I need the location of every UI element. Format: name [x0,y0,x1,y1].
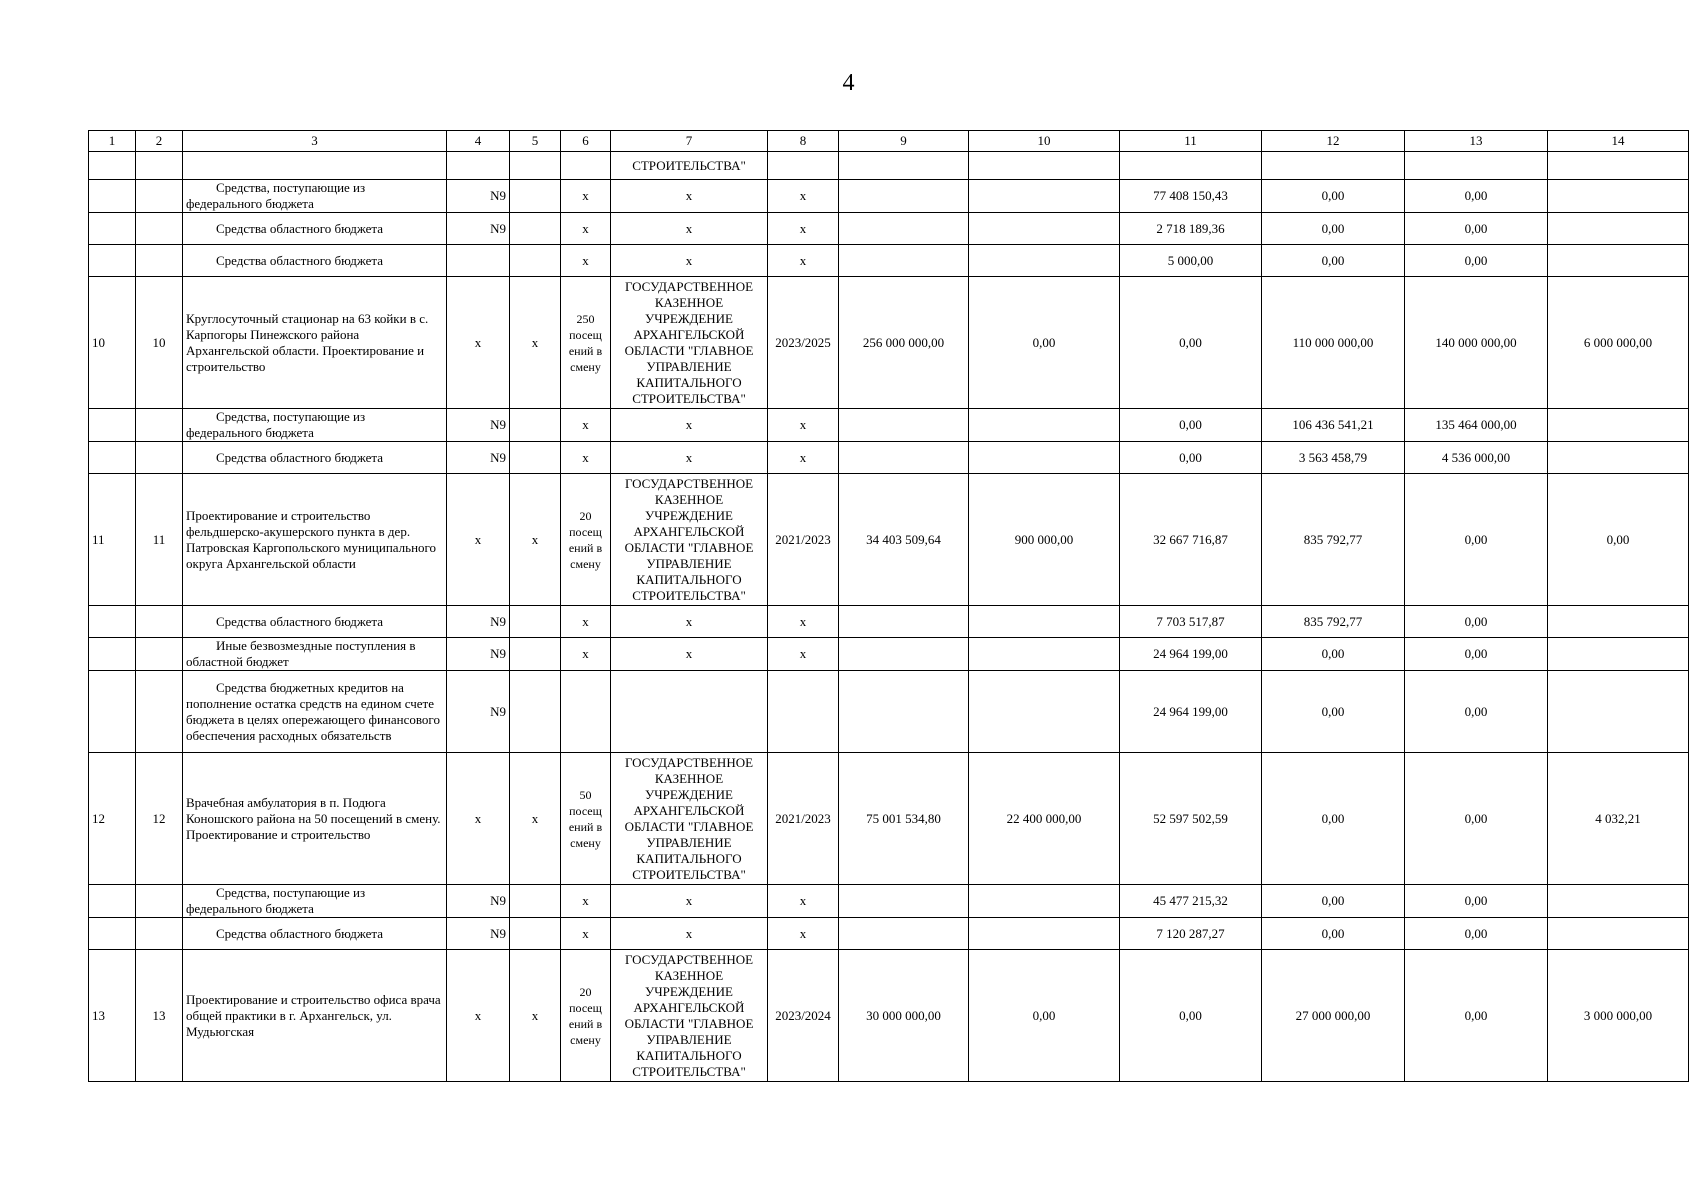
cell-col-10: 22 400 000,00 [969,753,1120,885]
cell-col-3: Средства бюджетных кредитов на пополнение остатка средств на едином счете бюджета в целях опережающего финансового обеспечения расходных обязательств [183,671,447,753]
col-header: 13 [1405,131,1548,152]
cell-col-7: x [611,409,768,442]
cell-col-8: x [768,409,839,442]
col-header: 10 [969,131,1120,152]
cell-col-2: 10 [136,277,183,409]
cell-col-12: 835 792,77 [1262,606,1405,638]
cell-col-3: Иные безвозмездные поступления в областной бюджет [183,638,447,671]
cell-col-2 [136,606,183,638]
object-row [89,277,1689,409]
cell-col-1 [89,245,136,277]
funding-source-row [89,245,1689,277]
cell-col-5: x [510,474,561,606]
object-row [89,753,1689,885]
cell-col-12: 0,00 [1262,213,1405,245]
cell-col-13: 0,00 [1405,671,1548,753]
cell-col-7: ГОСУДАРСТВЕННОЕ КАЗЕННОЕ УЧРЕЖДЕНИЕ АРХАНГЕЛЬСКОЙ ОБЛАСТИ "ГЛАВНОЕ УПРАВЛЕНИЕ КАПИТАЛЬНОГО СТРОИТЕЛЬСТВА" [611,753,768,885]
cell-col-4: N9 [447,442,510,474]
cell-col-9: 256 000 000,00 [839,277,969,409]
cell-col-3 [183,152,447,180]
funding-source-row [89,180,1689,213]
col-header: 5 [510,131,561,152]
cell-col-9 [839,442,969,474]
cell-col-12: 0,00 [1262,638,1405,671]
cell-col-2 [136,245,183,277]
cell-col-9 [839,213,969,245]
funding-source-row [89,409,1689,442]
cell-col-13: 140 000 000,00 [1405,277,1548,409]
cell-col-4: x [447,474,510,606]
funding-source-row [89,671,1689,753]
cell-col-4 [447,152,510,180]
cell-col-8: x [768,885,839,918]
cell-col-3: Врачебная амбулатория в п. Подюга Коношского района на 50 посещений в смену. Проектирование и строительство [183,753,447,885]
cell-col-4: N9 [447,180,510,213]
cell-col-6: 20 посещ ений в смену [561,474,611,606]
cell-col-10 [969,213,1120,245]
cell-col-5 [510,245,561,277]
cell-col-1 [89,213,136,245]
cell-col-2: 12 [136,753,183,885]
cell-col-10 [969,152,1120,180]
cell-col-4: N9 [447,409,510,442]
cell-col-11: 0,00 [1120,409,1262,442]
cell-col-5 [510,442,561,474]
cell-col-7: x [611,245,768,277]
cell-col-13: 0,00 [1405,474,1548,606]
cell-col-9 [839,409,969,442]
cell-col-11: 7 703 517,87 [1120,606,1262,638]
cell-col-11: 0,00 [1120,950,1262,1082]
cell-col-12: 27 000 000,00 [1262,950,1405,1082]
cell-col-1: 10 [89,277,136,409]
cell-col-7: x [611,885,768,918]
cell-col-4: N9 [447,638,510,671]
cell-col-7: x [611,180,768,213]
funding-source-row [89,918,1689,950]
cell-col-5 [510,885,561,918]
cell-col-10: 900 000,00 [969,474,1120,606]
cell-col-6 [561,671,611,753]
cell-col-14 [1548,245,1689,277]
funding-source-row [89,213,1689,245]
cell-col-14 [1548,885,1689,918]
cell-col-8: 2021/2023 [768,753,839,885]
cell-col-7: x [611,638,768,671]
cell-col-6 [561,152,611,180]
cell-col-1 [89,638,136,671]
cell-col-6: 20 посещ ений в смену [561,950,611,1082]
cell-col-2 [136,409,183,442]
cell-col-13: 0,00 [1405,245,1548,277]
cell-col-8: 2023/2025 [768,277,839,409]
cell-col-5 [510,180,561,213]
cell-col-11 [1120,152,1262,180]
cell-col-3: Средства, поступающие из федерального бюджета [183,180,447,213]
col-header: 14 [1548,131,1689,152]
cell-col-7: СТРОИТЕЛЬСТВА" [611,152,768,180]
cell-col-1 [89,409,136,442]
cell-col-4: N9 [447,885,510,918]
cell-col-2: 11 [136,474,183,606]
cell-col-4: N9 [447,606,510,638]
cell-col-6: x [561,180,611,213]
cell-col-2 [136,671,183,753]
cell-col-1 [89,442,136,474]
cell-col-11: 2 718 189,36 [1120,213,1262,245]
cell-col-5: x [510,950,561,1082]
cell-col-13: 0,00 [1405,606,1548,638]
cell-col-10 [969,918,1120,950]
cell-col-5 [510,213,561,245]
cell-col-13: 135 464 000,00 [1405,409,1548,442]
cell-col-5 [510,638,561,671]
cell-col-9: 75 001 534,80 [839,753,969,885]
cell-col-14: 4 032,21 [1548,753,1689,885]
funding-source-row [89,885,1689,918]
cell-col-12: 3 563 458,79 [1262,442,1405,474]
cell-col-14: 6 000 000,00 [1548,277,1689,409]
cell-col-11: 45 477 215,32 [1120,885,1262,918]
cell-col-11: 7 120 287,27 [1120,918,1262,950]
cell-col-10: 0,00 [969,950,1120,1082]
cell-col-13: 4 536 000,00 [1405,442,1548,474]
cell-col-14: 0,00 [1548,474,1689,606]
cell-col-14 [1548,180,1689,213]
cell-col-5: x [510,277,561,409]
cell-col-9 [839,671,969,753]
cell-col-14 [1548,213,1689,245]
cell-col-12: 110 000 000,00 [1262,277,1405,409]
cell-col-1: 12 [89,753,136,885]
cell-col-1: 11 [89,474,136,606]
cell-col-6: 50 посещ ений в смену [561,753,611,885]
cell-col-3: Круглосуточный стационар на 63 койки в с. Карпогоры Пинежского района Архангельской области. Проектирование и строительство [183,277,447,409]
cell-col-4: x [447,753,510,885]
col-header: 3 [183,131,447,152]
cell-col-14 [1548,638,1689,671]
object-row [89,950,1689,1082]
cell-col-8: x [768,213,839,245]
cell-col-6: x [561,213,611,245]
cell-col-5 [510,671,561,753]
cell-col-12: 835 792,77 [1262,474,1405,606]
cell-col-8: x [768,638,839,671]
cell-col-5 [510,606,561,638]
cell-col-2 [136,213,183,245]
cell-col-7: x [611,442,768,474]
cell-col-8: x [768,918,839,950]
cell-col-5 [510,152,561,180]
cell-col-7: x [611,918,768,950]
cell-col-6: x [561,918,611,950]
cell-col-3: Проектирование и строительство фельдшерско-акушерского пункта в дер. Патровская Каргопольского муниципального округа Архангельской области [183,474,447,606]
cell-col-10 [969,442,1120,474]
cell-col-12: 0,00 [1262,245,1405,277]
cell-col-11: 32 667 716,87 [1120,474,1262,606]
cell-col-10 [969,180,1120,213]
col-header: 9 [839,131,969,152]
cell-col-4: N9 [447,918,510,950]
cell-col-8 [768,671,839,753]
cell-col-9 [839,152,969,180]
cell-col-7: ГОСУДАРСТВЕННОЕ КАЗЕННОЕ УЧРЕЖДЕНИЕ АРХАНГЕЛЬСКОЙ ОБЛАСТИ "ГЛАВНОЕ УПРАВЛЕНИЕ КАПИТАЛЬНОГО СТРОИТЕЛЬСТВА" [611,950,768,1082]
cell-col-2 [136,918,183,950]
funding-source-row [89,606,1689,638]
cell-col-9 [839,606,969,638]
cell-col-8: x [768,442,839,474]
cell-col-3: Средства областного бюджета [183,213,447,245]
cell-col-11: 24 964 199,00 [1120,671,1262,753]
cell-col-4: x [447,277,510,409]
cell-col-12: 0,00 [1262,753,1405,885]
cell-col-2 [136,180,183,213]
cell-col-11: 0,00 [1120,442,1262,474]
col-header: 7 [611,131,768,152]
cell-col-10 [969,638,1120,671]
cell-col-14 [1548,152,1689,180]
cell-col-12: 0,00 [1262,180,1405,213]
cell-col-1 [89,671,136,753]
cell-col-13: 0,00 [1405,180,1548,213]
cell-col-14 [1548,409,1689,442]
cell-col-6: 250 посещ ений в смену [561,277,611,409]
cell-col-14 [1548,442,1689,474]
cell-col-4 [447,245,510,277]
cell-col-8: 2023/2024 [768,950,839,1082]
cell-col-10 [969,245,1120,277]
cell-col-5: x [510,753,561,885]
cell-col-5 [510,918,561,950]
col-header: 2 [136,131,183,152]
cell-col-2 [136,442,183,474]
cell-col-8: 2021/2023 [768,474,839,606]
cell-col-3: Средства, поступающие из федерального бюджета [183,885,447,918]
cell-col-12: 0,00 [1262,918,1405,950]
continuation-row [89,152,1689,180]
funding-source-row [89,638,1689,671]
cell-col-7: x [611,606,768,638]
cell-col-10 [969,671,1120,753]
cell-col-11: 24 964 199,00 [1120,638,1262,671]
cell-col-10: 0,00 [969,277,1120,409]
cell-col-11: 0,00 [1120,277,1262,409]
cell-col-10 [969,606,1120,638]
object-row [89,474,1689,606]
cell-col-14 [1548,606,1689,638]
cell-col-7 [611,671,768,753]
cell-col-13: 0,00 [1405,918,1548,950]
cell-col-14: 3 000 000,00 [1548,950,1689,1082]
col-header: 1 [89,131,136,152]
cell-col-12: 0,00 [1262,885,1405,918]
col-header: 6 [561,131,611,152]
cell-col-4: x [447,950,510,1082]
cell-col-9 [839,885,969,918]
cell-col-11: 5 000,00 [1120,245,1262,277]
cell-col-12: 0,00 [1262,671,1405,753]
cell-col-13: 0,00 [1405,753,1548,885]
cell-col-9: 34 403 509,64 [839,474,969,606]
cell-col-13: 0,00 [1405,885,1548,918]
cell-col-14 [1548,918,1689,950]
table-header-row [89,131,1689,152]
budget-table [88,130,1689,1082]
cell-col-4: N9 [447,213,510,245]
cell-col-10 [969,885,1120,918]
cell-col-1 [89,180,136,213]
cell-col-6: x [561,638,611,671]
cell-col-8: x [768,245,839,277]
cell-col-8: x [768,606,839,638]
cell-col-8 [768,152,839,180]
cell-col-1 [89,606,136,638]
cell-col-6: x [561,606,611,638]
cell-col-9 [839,180,969,213]
cell-col-2 [136,152,183,180]
cell-col-3: Средства областного бюджета [183,245,447,277]
cell-col-8: x [768,180,839,213]
cell-col-13: 0,00 [1405,638,1548,671]
cell-col-13: 0,00 [1405,213,1548,245]
cell-col-9: 30 000 000,00 [839,950,969,1082]
page-number: 4 [842,70,855,96]
cell-col-1 [89,918,136,950]
cell-col-6: x [561,442,611,474]
cell-col-1: 13 [89,950,136,1082]
col-header: 12 [1262,131,1405,152]
cell-col-12: 106 436 541,21 [1262,409,1405,442]
cell-col-1 [89,885,136,918]
cell-col-3: Проектирование и строительство офиса врача общей практики в г. Архангельск, ул. Мудьюгская [183,950,447,1082]
cell-col-2 [136,885,183,918]
col-header: 4 [447,131,510,152]
cell-col-5 [510,409,561,442]
cell-col-6: x [561,409,611,442]
cell-col-9 [839,245,969,277]
cell-col-12 [1262,152,1405,180]
cell-col-4: N9 [447,671,510,753]
col-header: 8 [768,131,839,152]
cell-col-1 [89,152,136,180]
cell-col-6: x [561,885,611,918]
cell-col-6: x [561,245,611,277]
cell-col-11: 77 408 150,43 [1120,180,1262,213]
cell-col-3: Средства областного бюджета [183,606,447,638]
cell-col-13 [1405,152,1548,180]
cell-col-2 [136,638,183,671]
cell-col-9 [839,638,969,671]
cell-col-7: ГОСУДАРСТВЕННОЕ КАЗЕННОЕ УЧРЕЖДЕНИЕ АРХАНГЕЛЬСКОЙ ОБЛАСТИ "ГЛАВНОЕ УПРАВЛЕНИЕ КАПИТАЛЬНОГО СТРОИТЕЛЬСТВА" [611,474,768,606]
cell-col-3: Средства областного бюджета [183,442,447,474]
cell-col-3: Средства областного бюджета [183,918,447,950]
cell-col-13: 0,00 [1405,950,1548,1082]
cell-col-14 [1548,671,1689,753]
cell-col-9 [839,918,969,950]
col-header: 11 [1120,131,1262,152]
cell-col-2: 13 [136,950,183,1082]
cell-col-11: 52 597 502,59 [1120,753,1262,885]
cell-col-3: Средства, поступающие из федерального бюджета [183,409,447,442]
funding-source-row [89,442,1689,474]
cell-col-7: x [611,213,768,245]
table-body [89,152,1689,1082]
cell-col-7: ГОСУДАРСТВЕННОЕ КАЗЕННОЕ УЧРЕЖДЕНИЕ АРХАНГЕЛЬСКОЙ ОБЛАСТИ "ГЛАВНОЕ УПРАВЛЕНИЕ КАПИТАЛЬНОГО СТРОИТЕЛЬСТВА" [611,277,768,409]
cell-col-10 [969,409,1120,442]
